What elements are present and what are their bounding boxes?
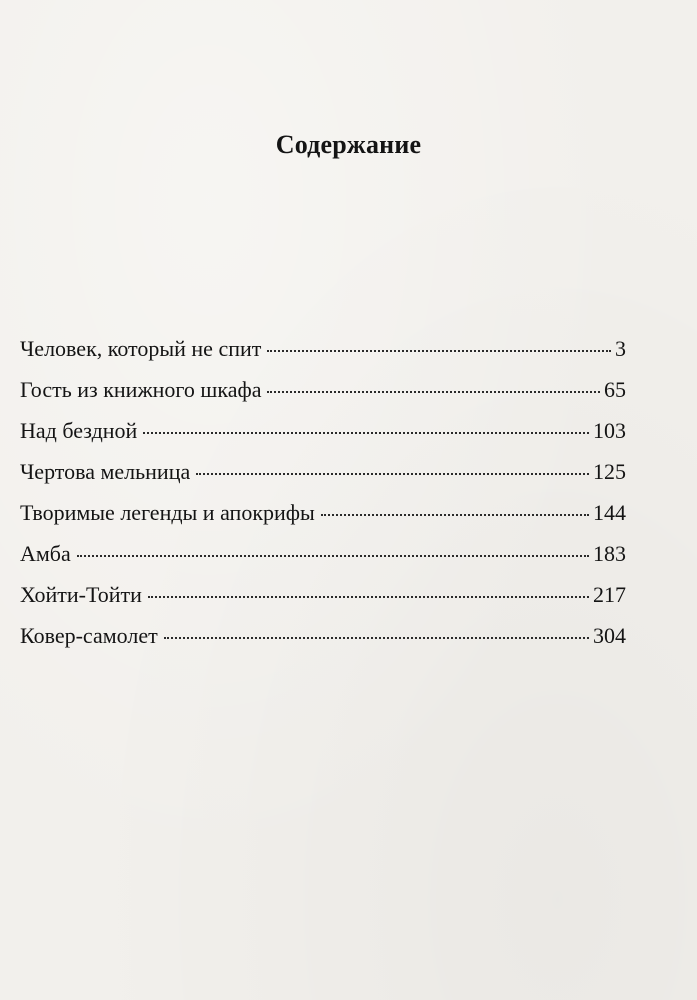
toc-entry-page: 183 xyxy=(593,541,626,566)
toc-entry-title: Над бездной xyxy=(20,418,138,443)
toc-entry xyxy=(20,458,626,499)
toc-entry-title: Хойти-Тойти xyxy=(20,582,142,607)
toc-entry-page: 304 xyxy=(593,623,626,648)
toc-entry-page: 3 xyxy=(615,336,626,361)
toc-entry-page: 65 xyxy=(604,377,626,402)
dot-leader xyxy=(77,555,589,557)
toc-entry xyxy=(20,376,626,417)
toc-entry-page: 125 xyxy=(593,459,626,484)
dot-leader xyxy=(321,514,589,516)
toc-entry-title: Чертова мельница xyxy=(20,459,191,484)
toc-entry xyxy=(20,499,626,540)
dot-leader xyxy=(164,637,589,639)
page-title: Содержание xyxy=(275,130,422,159)
dot-leader xyxy=(196,473,589,475)
dot-leader xyxy=(267,350,611,352)
toc-entry-page: 144 xyxy=(593,500,626,525)
toc-entry xyxy=(20,622,626,663)
toc-entry xyxy=(20,335,626,376)
toc-entry xyxy=(20,417,626,458)
toc-entry-title: Гость из книжного шкафа xyxy=(20,377,262,402)
dot-leader xyxy=(143,432,589,434)
toc-entry-title: Амба xyxy=(20,541,71,566)
toc-entry xyxy=(20,540,626,581)
table-of-contents xyxy=(20,335,626,663)
toc-entry-title: Творимые легенды и апокрифы xyxy=(20,500,315,525)
toc-entry-title: Человек, который не спит xyxy=(20,336,262,361)
toc-entry-title: Ковер-самолет xyxy=(20,623,158,648)
toc-entry xyxy=(20,581,626,622)
dot-leader xyxy=(267,391,600,393)
toc-entry-page: 103 xyxy=(593,418,626,443)
toc-entry-page: 217 xyxy=(593,582,626,607)
dot-leader xyxy=(148,596,589,598)
